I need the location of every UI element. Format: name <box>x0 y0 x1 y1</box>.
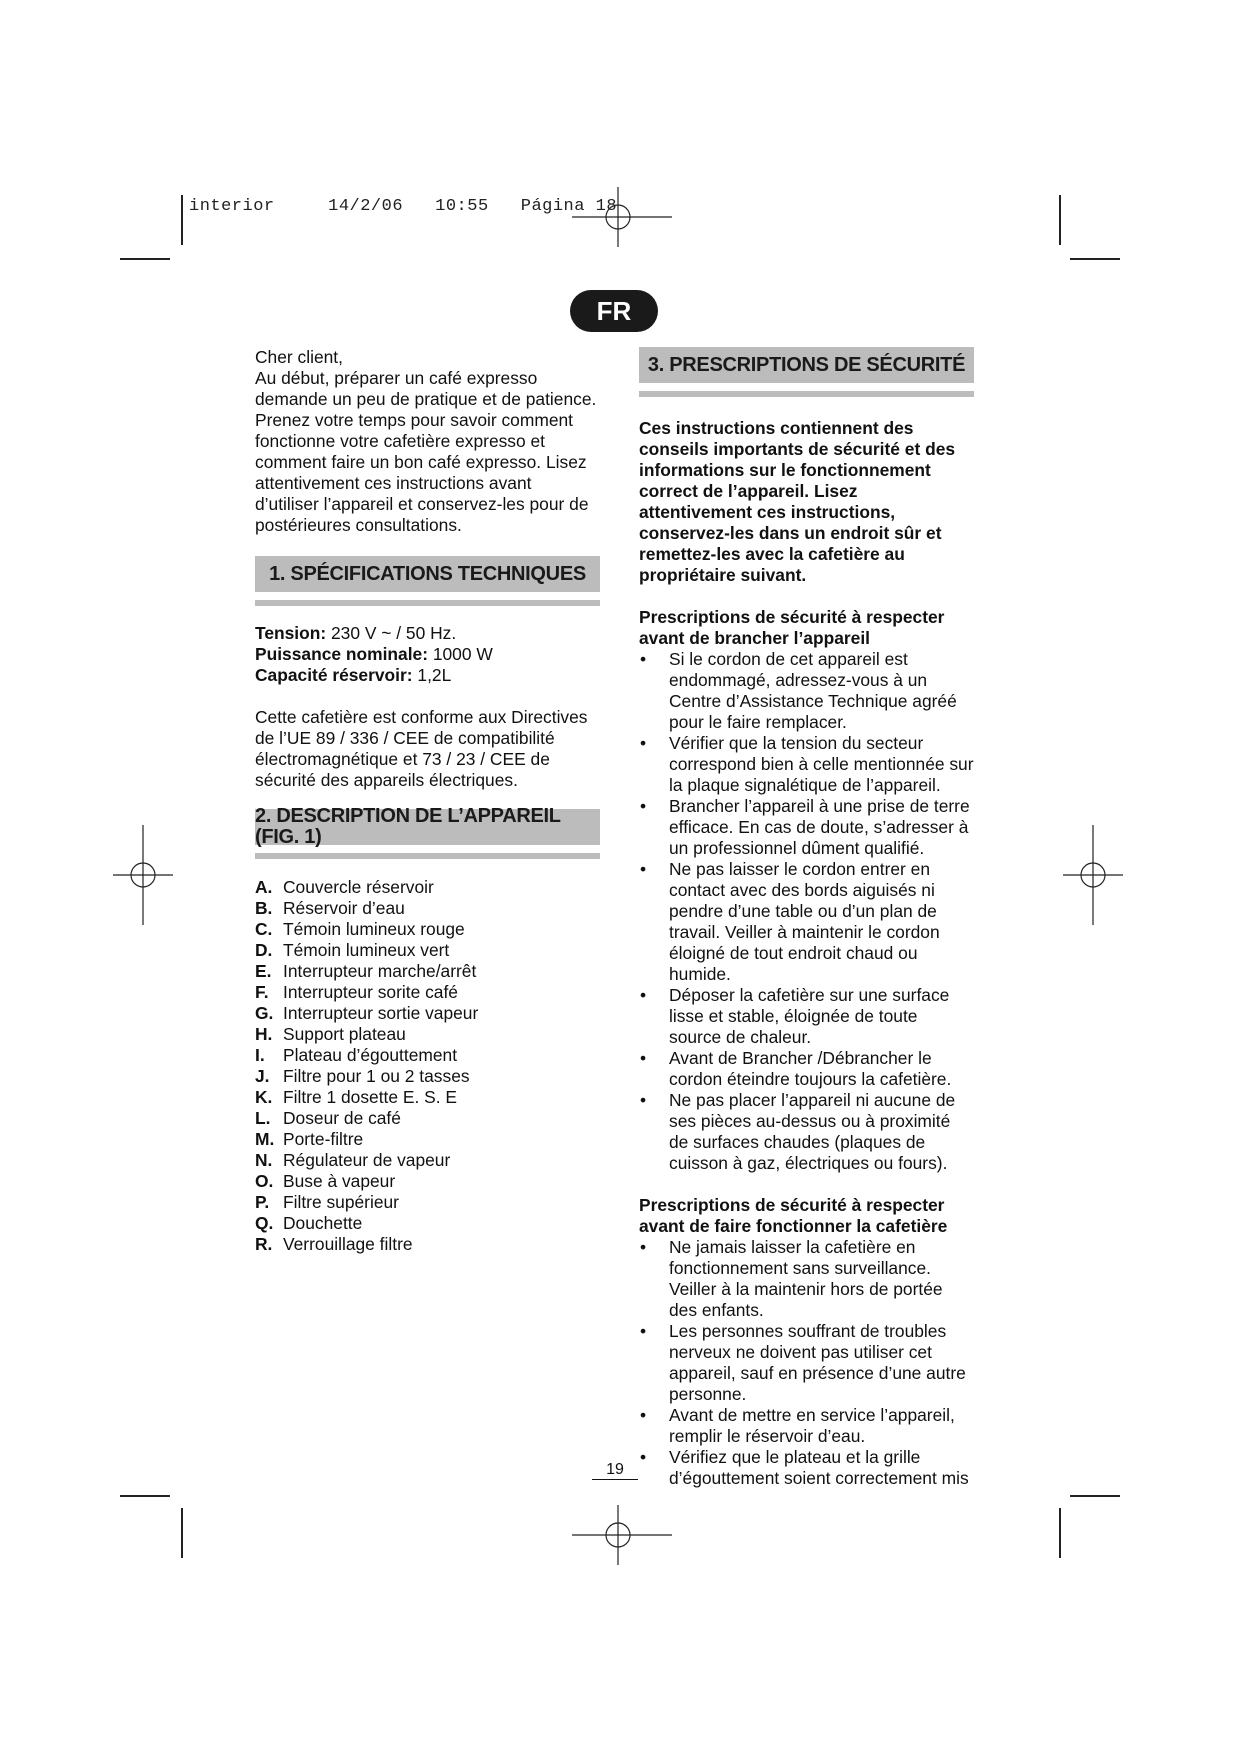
list-item <box>255 1108 600 1129</box>
spec-label: Tension: <box>255 623 327 643</box>
print-slug: interior 14/2/06 10:55 Página 18 <box>189 197 618 216</box>
part-name: Buse à vapeur <box>283 1171 396 1191</box>
part-letter: M. <box>255 1129 275 1149</box>
part-letter: E. <box>255 961 272 981</box>
bullet-list-before-use <box>639 1237 974 1489</box>
part-letter: O. <box>255 1171 274 1191</box>
safety-intro: Ces instructions contiennent des conseils importants de sécurité et des informations sur le fonctionnement correct de l’appareil. Lisez attentivement ces instructions, conservez-les dans un endroit sûr et remettez-les avec la cafetière au propriétaire suivant. <box>639 418 956 585</box>
list-item <box>255 982 600 1003</box>
spec-label: Puissance nominale: <box>255 644 428 664</box>
list-item <box>255 919 600 940</box>
crop-mark <box>181 1508 183 1558</box>
spec-value: 230 V ~ / 50 Hz. <box>326 623 457 643</box>
part-letter: F. <box>255 982 269 1002</box>
list-item: • Brancher l’appareil à une prise de terre efficace. En cas de doute, s’adresser à un professionnel dûment qualifié. <box>639 796 974 859</box>
part-letter: B. <box>255 898 273 918</box>
part-name: Interrupteur sorite café <box>283 982 458 1002</box>
spec-voltage <box>255 623 600 644</box>
part-letter: K. <box>255 1087 273 1107</box>
part-name: Douchette <box>283 1213 363 1233</box>
list-item <box>255 1129 600 1150</box>
left-column <box>255 347 600 1255</box>
part-letter: J. <box>255 1066 270 1086</box>
registration-mark-icon <box>572 1505 672 1565</box>
part-letter: G. <box>255 1003 274 1023</box>
language-badge: FR <box>570 290 658 332</box>
registration-mark-icon <box>113 825 173 925</box>
part-name: Réservoir d’eau <box>283 898 405 918</box>
spec-capacity <box>255 665 600 686</box>
list-item: • Vérifiez que le plateau et la grille d’égouttement soient correctement mis <box>639 1447 974 1489</box>
list-item <box>255 1024 600 1045</box>
crop-mark <box>1070 1495 1120 1497</box>
parts-list <box>255 877 600 1255</box>
part-letter: Q. <box>255 1213 274 1233</box>
spec-value: 1,2L <box>412 665 452 685</box>
part-letter: I. <box>255 1045 265 1065</box>
part-letter: D. <box>255 940 273 960</box>
list-item <box>255 1234 600 1255</box>
part-name: Porte-filtre <box>283 1129 364 1149</box>
section-divider <box>255 600 600 606</box>
spec-value: 1000 W <box>428 644 493 664</box>
spec-list <box>255 623 600 686</box>
part-letter: C. <box>255 919 273 939</box>
part-name: Doseur de café <box>283 1108 401 1128</box>
section-safety-header <box>639 347 974 397</box>
section-divider <box>255 853 600 859</box>
section-title: 1. SPÉCIFICATIONS TECHNIQUES <box>255 556 600 592</box>
part-name: Filtre pour 1 ou 2 tasses <box>283 1066 470 1086</box>
list-item: • Déposer la cafetière sur une surface lisse et stable, éloignée de toute source de chaleur. <box>639 985 974 1048</box>
list-item <box>255 1045 600 1066</box>
bullet-list-before-plug <box>639 649 974 1174</box>
spec-power <box>255 644 600 665</box>
part-name: Filtre 1 dosette E. S. E <box>283 1087 457 1107</box>
right-column <box>639 347 974 1489</box>
list-item <box>255 1192 600 1213</box>
conformity-paragraph: Cette cafetière est conforme aux Directives de l’UE 89 / 336 / CEE de compatibilité électromagnétique et 73 / 23 / CEE de sécurité des appareils électriques. <box>255 707 588 790</box>
part-letter: A. <box>255 877 273 897</box>
crop-mark <box>120 1495 170 1497</box>
list-item <box>255 877 600 898</box>
intro-paragraph: Au début, préparer un café expresso demande un peu de pratique et de patience. Prenez votre temps pour savoir comment fonctionne votre cafetière expresso et comment faire un bon café expresso. Lisez attentivement ces instructions avant d’utiliser l’appareil et conservez-les pour de postérieures consultations. <box>255 368 597 535</box>
spec-label: Capacité réservoir: <box>255 665 413 685</box>
subheading-before-plug: Prescriptions de sécurité à respecter avant de brancher l’appareil <box>639 607 945 648</box>
part-name: Régulateur de vapeur <box>283 1150 451 1170</box>
crop-mark <box>1059 195 1061 245</box>
registration-mark-icon <box>1063 825 1123 925</box>
list-item: • Ne pas placer l’appareil ni aucune de ses pièces au-dessus ou à proximité de surfaces chaudes (plaques de cuisson à gaz, électriques ou fours). <box>639 1090 974 1174</box>
part-name: Témoin lumineux vert <box>283 940 450 960</box>
part-name: Plateau d’égouttement <box>283 1045 458 1065</box>
part-letter: H. <box>255 1024 273 1044</box>
list-item: • Ne jamais laisser la cafetière en fonctionnement sans surveillance. Veiller à la maintenir hors de portée des enfants. <box>639 1237 974 1321</box>
section-specifications-header <box>255 556 600 606</box>
list-item: • Si le cordon de cet appareil est endommagé, adressez-vous à un Centre d’Assistance Technique agréé pour le faire remplacer. <box>639 649 974 733</box>
part-name: Interrupteur marche/arrêt <box>283 961 477 981</box>
list-item <box>255 898 600 919</box>
section-divider <box>639 391 974 397</box>
subheading-before-use: Prescriptions de sécurité à respecter avant de faire fonctionner la cafetière <box>639 1195 948 1236</box>
part-name: Filtre supérieur <box>283 1192 399 1212</box>
list-item: • Ne pas laisser le cordon entrer en contact avec des bords aiguisés ni pendre d’une table ou d’un plan de travail. Veiller à maintenir le cordon éloigné de tout endroit chaud ou humide. <box>639 859 974 985</box>
registration-mark-icon <box>572 187 672 247</box>
part-name: Verrouillage filtre <box>283 1234 413 1254</box>
list-item <box>255 1066 600 1087</box>
list-item <box>255 961 600 982</box>
crop-mark <box>120 258 170 260</box>
crop-mark <box>1070 258 1120 260</box>
part-name: Support plateau <box>283 1024 406 1044</box>
list-item: • Vérifier que la tension du secteur correspond bien à celle mentionnée sur la plaque signalétique de l’appareil. <box>639 733 974 796</box>
crop-mark <box>181 195 183 245</box>
section-title: 2. DESCRIPTION DE L’APPAREIL (FIG. 1) <box>255 809 600 845</box>
part-letter: N. <box>255 1150 273 1170</box>
list-item: • Les personnes souffrant de troubles nerveux ne doivent pas utiliser cet appareil, sauf en présence d’une autre personne. <box>639 1321 974 1405</box>
part-name: Témoin lumineux rouge <box>283 919 465 939</box>
section-description-header <box>255 805 600 859</box>
list-item: • Avant de mettre en service l’appareil, remplir le réservoir d’eau. <box>639 1405 974 1447</box>
list-item <box>255 1150 600 1171</box>
part-name: Couvercle réservoir <box>283 877 434 897</box>
list-item <box>255 1213 600 1234</box>
list-item <box>255 1171 600 1192</box>
section-title: 3. PRESCRIPTIONS DE SÉCURITÉ <box>639 347 974 383</box>
part-name: Interrupteur sortie vapeur <box>283 1003 479 1023</box>
list-item <box>255 1003 600 1024</box>
part-letter: R. <box>255 1234 273 1254</box>
part-letter: L. <box>255 1108 271 1128</box>
list-item: • Avant de Brancher /Débrancher le cordon éteindre toujours la cafetière. <box>639 1048 974 1090</box>
page-number: 19 <box>592 1461 638 1480</box>
crop-mark <box>1059 1508 1061 1558</box>
part-letter: P. <box>255 1192 270 1212</box>
list-item <box>255 940 600 961</box>
greeting: Cher client, <box>255 347 343 367</box>
list-item <box>255 1087 600 1108</box>
